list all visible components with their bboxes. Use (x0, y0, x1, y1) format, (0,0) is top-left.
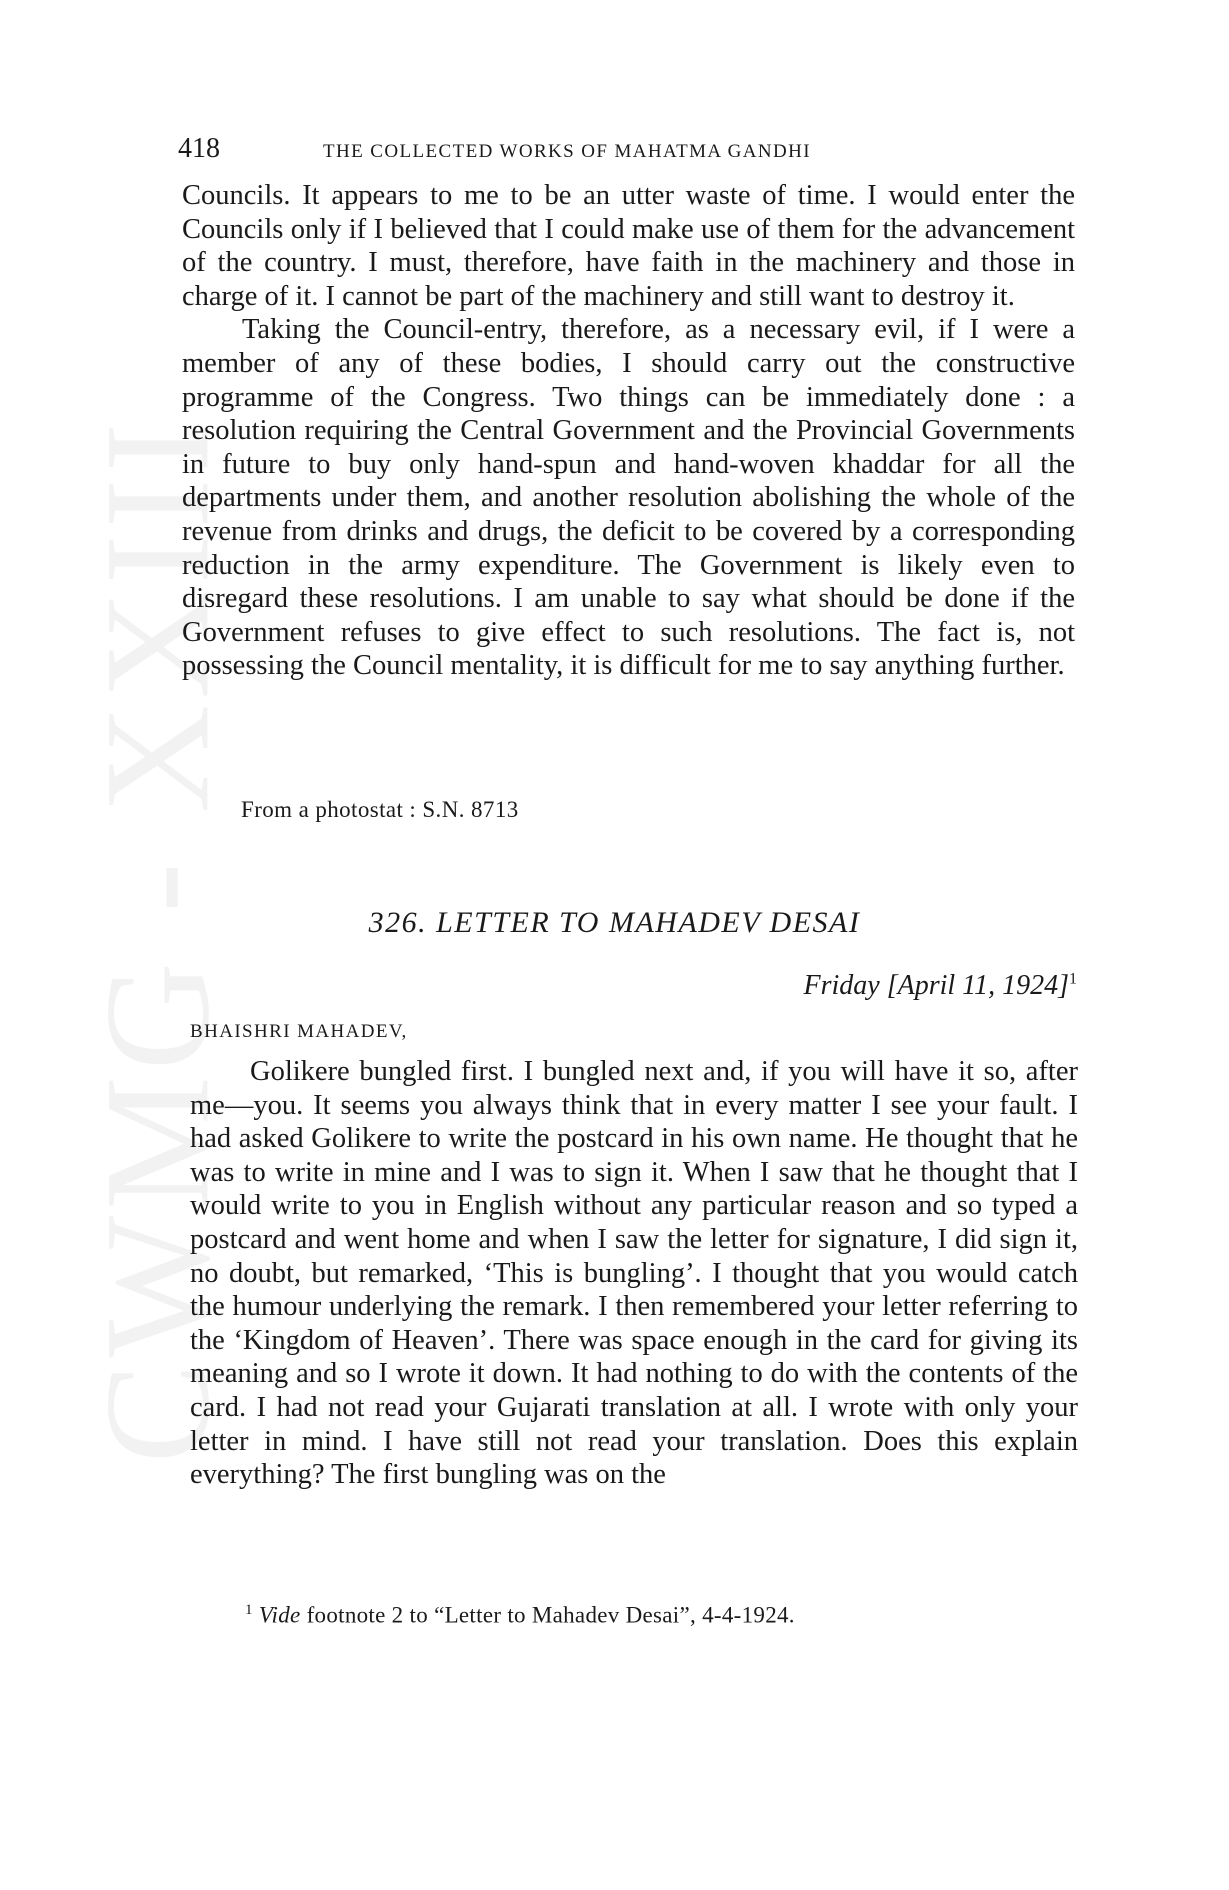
letter-paragraph: Golikere bungled first. I bungled next and, if you will have it so, after me—you. It seems you always think that in every matter I see your fault. I had asked Golikere to write the postcard in his own name. He thought that he was to write in mine and I was to sign it. When I saw that he thought that I would write to you in English without any particular reason and so typed a postcard and went home and when I saw the letter for signature, I did sign it, no doubt, but remarked, ‘This is bungling’. I thought that you would catch the humour underlying the remark. I then remembered your letter referring to the ‘Kingdom of Heaven’. There was space enough in the card for giving its meaning and so I wrote it down. It had nothing to do with the contents of the card. I had not read your Gujarati translation at all. I wrote with only your letter in mind. I have still not read your translation. Does this explain everything? The first bungling was on the (190, 1056, 1078, 1491)
dateline-text: Friday [April 11, 1924] (803, 970, 1069, 1001)
dateline (804, 970, 1077, 1002)
continuation-text (182, 179, 1075, 683)
letter-body (190, 1055, 1078, 1492)
running-title: THE COLLECTED WORKS OF MAHATMA GANDHI (323, 141, 811, 162)
page-number: 418 (178, 133, 220, 164)
dateline-footnote-mark: 1 (1069, 970, 1077, 988)
salutation: BHAISHRI MAHADEV, (190, 1021, 408, 1042)
watermark-text: CWMG - XXIII (74, 416, 240, 1464)
section-heading: 326. LETTER TO MAHADEV DESAI (368, 906, 861, 939)
paragraph-council-entry: Taking the Council-entry, therefore, as a necessary evil, if I were a member of any of these bodies, I should carry out the constructive programme of the Congress. Two things can be immediately done : a resolution requiring the Central Government and the Provincial Governments in future to buy only hand-spun and hand-woven khaddar for all the departments under them, and another resolution abolishing the whole of the revenue from drinks and drugs, the deficit to be covered by a corresponding reduction in the army expenditure. The Government is likely even to disregard these resolutions. I am unable to say what should be done if the Government refuses to give effect to such resolutions. The fact is, not possessing the Council mentality, it is difficult for me to say anything further. (182, 314, 1075, 682)
running-header (178, 133, 1078, 165)
footnote-mark: 1 (245, 1602, 253, 1618)
footnote-vide: Vide (258, 1602, 301, 1628)
footnote (245, 1602, 795, 1629)
footnote-text: footnote 2 to “Letter to Mahadev Desai”, 4-4-1924. (300, 1602, 795, 1628)
source-note: From a photostat : S.N. 8713 (241, 797, 519, 822)
paragraph-councils: Councils. It appears to me to be an utter waste of time. I would enter the Councils only if I believed that I could make use of them for the advancement of the country. I must, therefore, have faith in the machinery and those in charge of it. I cannot be part of the machinery and still want to destroy it. (182, 180, 1075, 312)
